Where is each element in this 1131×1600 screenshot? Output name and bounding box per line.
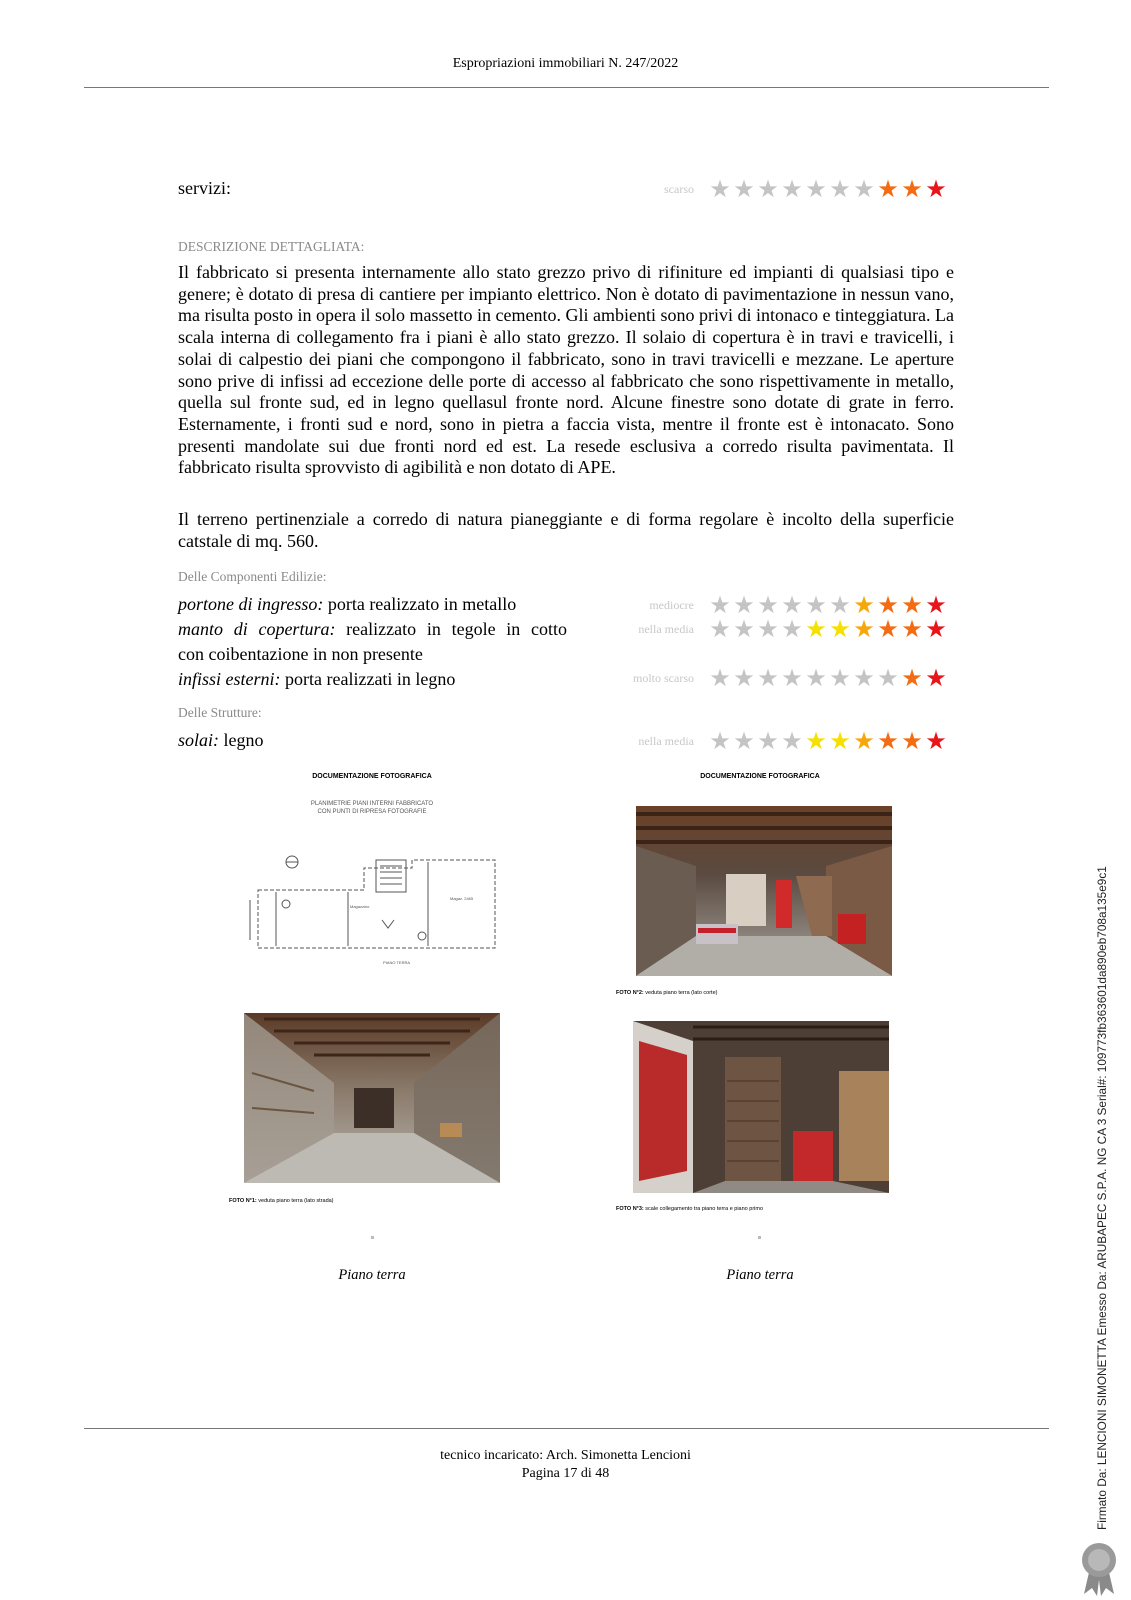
- photo-3-caption: [616, 1206, 763, 1212]
- star-icon: ★: [829, 591, 851, 619]
- structures-heading: Delle Strutture:: [178, 705, 262, 720]
- component-row-continuation: con coibentazione in non presente: [178, 644, 423, 664]
- rating-stars: [708, 615, 948, 643]
- star-icon: ★: [925, 615, 947, 643]
- floor-plan-title: [222, 800, 522, 816]
- footer-author: tecnico incaricato: Arch. Simonetta Lencioni: [440, 1448, 691, 1463]
- star-icon: ★: [877, 175, 899, 203]
- component-name: manto di copertura:: [178, 619, 336, 639]
- star-icon: ★: [733, 664, 755, 692]
- component-value: realizzato in tegole in cotto: [335, 619, 568, 639]
- star-icon: ★: [925, 175, 947, 203]
- star-icon: ★: [853, 727, 875, 755]
- star-icon: ★: [829, 664, 851, 692]
- photo-doc-title-left: DOCUMENTAZIONE FOTOGRAFICA: [312, 773, 432, 780]
- star-icon: ★: [901, 727, 923, 755]
- star-icon: ★: [853, 615, 875, 643]
- star-icon: ★: [805, 175, 827, 203]
- photo-right-page-caption: Piano terra: [726, 1267, 794, 1283]
- photo-doc-title-right: DOCUMENTAZIONE FOTOGRAFICA: [700, 773, 820, 780]
- photo-ground-floor-courtyard: [636, 806, 892, 976]
- structure-rating: [604, 727, 948, 755]
- star-icon: ★: [853, 175, 875, 203]
- component-rating-label: nella media: [638, 621, 694, 636]
- component-value: porta realizzato in metallo: [323, 594, 517, 614]
- star-icon: ★: [781, 615, 803, 643]
- star-icon: ★: [877, 664, 899, 692]
- component-rating: [604, 591, 948, 619]
- photo-stairs: [633, 1021, 889, 1193]
- footer-rule: [84, 1428, 1049, 1429]
- star-icon: ★: [805, 727, 827, 755]
- star-icon: ★: [901, 615, 923, 643]
- digital-signature-text: Firmato Da: LENCIONI SIMONETTA Emesso Da: ARUBAPEC S.P.A. NG CA 3 Serial#: 109773fb363601da890eb708a135e9c1: [1095, 866, 1109, 1530]
- star-icon: ★: [757, 727, 779, 755]
- footer: [0, 1447, 1131, 1483]
- footer-page-number: Pagina 17 di 48: [521, 1466, 610, 1481]
- photo-2-image: [636, 806, 892, 976]
- services-rating: [604, 175, 948, 203]
- photo-2-caption: [616, 990, 717, 996]
- structure-name: solai:: [178, 730, 220, 750]
- page-dot: [758, 1236, 761, 1239]
- photo-3-image: [633, 1021, 889, 1193]
- component-row: [178, 667, 455, 692]
- component-rating: [604, 615, 948, 643]
- star-icon: ★: [901, 591, 923, 619]
- structure-value: legno: [219, 730, 264, 750]
- component-value: porta realizzati in legno: [280, 669, 456, 689]
- photo-1-number: FOTO N°1:: [229, 1198, 257, 1204]
- description-heading: DESCRIZIONE DETTAGLIATA:: [178, 239, 365, 254]
- components-heading: Delle Componenti Edilizie:: [178, 569, 327, 584]
- star-icon: ★: [829, 727, 851, 755]
- star-icon: ★: [829, 615, 851, 643]
- component-row: [178, 592, 516, 617]
- seal-ribbon-icon: [1078, 1540, 1120, 1596]
- plan-floor-label: PIANO TERRA: [383, 960, 411, 965]
- star-icon: ★: [901, 175, 923, 203]
- rating-stars: [708, 175, 948, 203]
- star-icon: ★: [757, 615, 779, 643]
- star-icon: ★: [733, 615, 755, 643]
- star-icon: ★: [925, 664, 947, 692]
- description-paragraph-2: Il terreno pertinenziale a corredo di natura pianeggiante e di forma regolare è incolto della superficie catstale di mq. 560.: [178, 509, 954, 551]
- page-header: Espropriazioni immobiliari N. 247/2022: [452, 56, 679, 71]
- star-icon: ★: [733, 591, 755, 619]
- component-name: portone di ingresso:: [178, 594, 324, 614]
- component-rating-label: mediocre: [649, 597, 694, 612]
- star-icon: ★: [805, 664, 827, 692]
- star-icon: ★: [925, 591, 947, 619]
- description-paragraph-1: Il fabbricato si presenta internamente allo stato grezzo privo di rifiniture ed impianti di qualsiasi tipo e genere; è dotato di presa di cantiere per impianto elettrico. Non è dotato di pavimentazione in nessun vano, ma risulta posto in opera il solo massetto in cemento. Gli ambienti sono privi di intonaco e tinteggiatura. La scala interna di collegamento fra i piani è allo stato grezzo. Il solaio di copertura è in travi e travicelli, i solai di calpestio dei piani che compongono il fabbricato, sono in travi travicelli e mezzane. Le aperture sono prive di infissi ad eccezione delle porte di accesso al fabbricato che sono rispettivamente in metallo, quella sul fronte sud, ed in legno quellasul fronte nord. Alcune finestre sono dotate di grate in ferro. Esternamente, i fronti sud e nord, sono in pietra a faccia vista, mentre il fronte est è intonacato. Sono presenti mandolate sui due fronti nord ed est. La resede esclusiva a corredo risulta pavimentata. Il fabbricato risulta sprovvisto di agibilità e non dotato di APE.: [178, 262, 954, 478]
- photo-left-page-caption: Piano terra: [338, 1267, 406, 1283]
- component-name: infissi esterni:: [178, 669, 281, 689]
- rating-stars: [708, 727, 948, 755]
- star-icon: ★: [709, 664, 731, 692]
- floor-plan-drawing: [240, 840, 500, 970]
- star-icon: ★: [781, 591, 803, 619]
- photo-2-number: FOTO N°2:: [616, 990, 644, 996]
- component-row: [178, 617, 567, 642]
- star-icon: ★: [781, 175, 803, 203]
- star-icon: ★: [757, 591, 779, 619]
- services-rating-label: scarso: [664, 181, 694, 196]
- photo-3-number: FOTO N°3:: [616, 1206, 644, 1212]
- header-rule: [84, 87, 1049, 88]
- photo-1-text: veduta piano terra (lato strada): [256, 1198, 334, 1204]
- star-icon: ★: [709, 727, 731, 755]
- star-icon: ★: [709, 615, 731, 643]
- star-icon: ★: [805, 591, 827, 619]
- structure-rating-label: nella media: [638, 733, 694, 748]
- star-icon: ★: [757, 175, 779, 203]
- component-rating-label: molto scarso: [633, 670, 694, 685]
- photo-ground-floor-street: [244, 1013, 500, 1183]
- star-icon: ★: [781, 664, 803, 692]
- star-icon: ★: [757, 664, 779, 692]
- photo-3-text: scale collegamento tra piano terra e piano primo: [643, 1206, 764, 1212]
- star-icon: ★: [877, 615, 899, 643]
- star-icon: ★: [853, 591, 875, 619]
- services-label: servizi:: [178, 178, 231, 198]
- star-icon: ★: [925, 727, 947, 755]
- star-icon: ★: [877, 591, 899, 619]
- star-icon: ★: [853, 664, 875, 692]
- photo-2-text: veduta piano terra (lato corte): [643, 990, 718, 996]
- floor-plan-title-line-2: CON PUNTI DI RIPRESA FOTOGRAFIE: [317, 809, 427, 815]
- photo-1-caption: [229, 1198, 334, 1204]
- plan-room-label-2: Magaz. 2465: [450, 896, 474, 901]
- rating-stars: [708, 591, 948, 619]
- star-icon: ★: [733, 727, 755, 755]
- star-icon: ★: [877, 727, 899, 755]
- star-icon: ★: [781, 727, 803, 755]
- structure-row: [178, 728, 264, 753]
- star-icon: ★: [901, 664, 923, 692]
- star-icon: ★: [709, 175, 731, 203]
- star-icon: ★: [733, 175, 755, 203]
- photo-1-image: [244, 1013, 500, 1183]
- plan-room-label-1: Magazzino: [350, 904, 370, 909]
- component-rating: [604, 664, 948, 692]
- page-dot: [371, 1236, 374, 1239]
- star-icon: ★: [805, 615, 827, 643]
- floor-plan-title-line-1: PLANIMETRIE PIANI INTERNI FABBRICATO: [310, 801, 434, 807]
- rating-stars: [708, 664, 948, 692]
- star-icon: ★: [829, 175, 851, 203]
- star-icon: ★: [709, 591, 731, 619]
